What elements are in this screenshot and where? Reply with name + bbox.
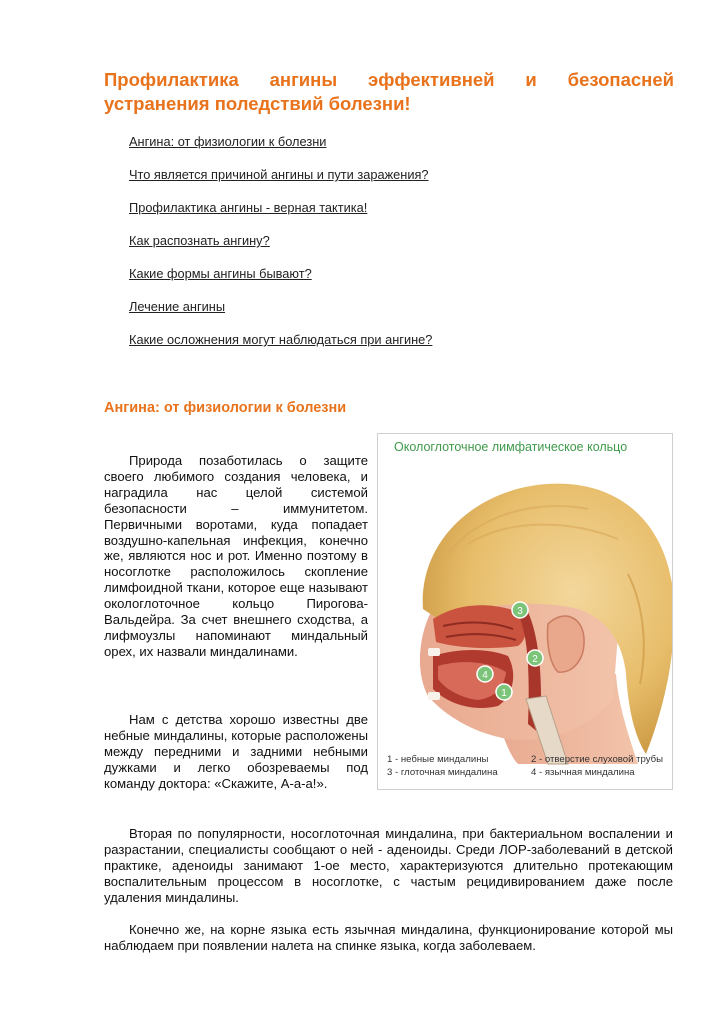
toc-link-physiology[interactable]: Ангина: от физиологии к болезни [129,134,327,149]
toc-item [129,198,432,231]
legend-item: 4 - язычная миндалина [531,767,635,778]
table-of-contents [129,132,432,363]
svg-text:3: 3 [517,606,523,617]
head-cross-section-illustration [378,434,673,790]
legend-item: 2 - отверстие слуховой трубы [531,754,664,765]
toc-item [129,297,432,330]
toc-link-treatment[interactable]: Лечение ангины [129,299,226,314]
toc-item [129,330,432,363]
paragraph: Нам с детства хорошо известны две небные миндалины, которые расположены между передними и задними небными дужками и легко обозреваемы под команду доктора: «Скажите, А-а-а!». [104,712,368,791]
legend-item: 3 - глоточная миндалина [387,767,498,778]
figure-title: Окологлоточное лимфатическое кольцо [394,440,628,454]
paragraph: Вторая по популярности, носоглоточная миндалина, при бактериальном воспалении и разрастании, специалисты сообщают о ней - аденоиды. Среди ЛОР-заболеваний в детской практике, аденоиды занимают 1-ое место, характеризуются длительно протекающим воспалительным процессом в носоглотке, с частым рецидивированием даже после удаления миндалины. [104,826,673,905]
toc-item [129,231,432,264]
svg-text:4: 4 [482,670,488,681]
paragraph: Природа позаботилась о защите своего любимого создания человека, и наградила нас целой системой безопасности – иммунитетом. Первичными воротами, куда попадает воздушно-капельная инфекция, конечно же, являются нос и рот. Именно поэтому в носоглотке расположилось скопление лимфоидной ткани, которое еще называют окологлоточное кольцо Пирогова-Вальдейра. За счет внешнего сходства, а лифмоузлы напоминают миндальный орех, их назвали миндалинами. [104,453,368,659]
marker-4 [477,666,493,682]
toc-link-recognize[interactable]: Как распознать ангину? [129,233,270,248]
toc-item [129,132,432,165]
legend-item: 1 - небные миндалины [387,754,489,765]
section-heading: Ангина: от физиологии к болезни [104,400,347,416]
toc-link-prevention[interactable]: Профилактика ангины - верная тактика! [129,200,368,215]
marker-3 [512,602,528,618]
marker-2 [527,650,543,666]
svg-text:1: 1 [501,688,507,699]
toc-item [129,165,432,198]
svg-text:2: 2 [532,654,538,665]
paragraph: Конечно же, на корне языка есть язычная миндалина, функционирование которой мы наблюдаем при появлении налета на спинке языка, когда заболеваем. [104,922,673,953]
toc-link-complications[interactable]: Какие осложнения могут наблюдаться при ангине? [129,332,433,347]
toc-link-causes[interactable]: Что является причиной ангины и пути заражения? [129,167,429,182]
anatomy-figure [377,433,673,790]
toc-link-forms[interactable]: Какие формы ангины бывают? [129,266,312,281]
page-title: Профилактика ангины эффективней и безопасней устранения поледствий болезни! [104,69,674,114]
toc-item [129,264,432,297]
marker-1 [496,684,512,700]
